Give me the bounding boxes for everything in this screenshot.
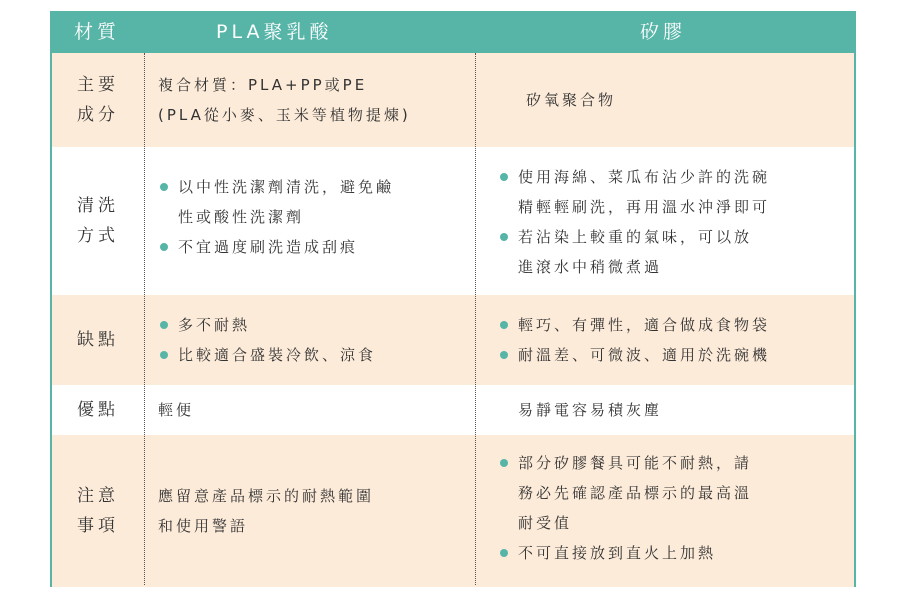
list-item: 不可直接放到直火上加熱	[498, 538, 752, 568]
row-label-cons: 缺點	[77, 330, 119, 350]
table-row	[52, 435, 854, 587]
table-row	[52, 385, 854, 435]
list-item-continuation: 務必先確認產品標示的最高溫	[518, 484, 753, 502]
column-divider	[475, 53, 476, 585]
pla-cons	[158, 310, 376, 370]
pla-pros: 輕便	[158, 401, 195, 419]
row-label-cleaning: 清洗 方式	[77, 196, 119, 246]
column-divider	[144, 53, 145, 585]
row-label-ingredients: 主要 成分	[77, 75, 119, 125]
list-item: 比較適合盛裝冷飲、涼食	[158, 340, 376, 370]
header-pla: PLA聚乳酸	[216, 21, 333, 43]
list-item: 部分矽膠餐具可能不耐熱，請	[498, 448, 752, 478]
silicone-pros: 易靜電容易積灰塵	[518, 401, 663, 419]
table-row	[52, 295, 854, 385]
list-item: 輕巧、有彈性，適合做成食物袋	[498, 310, 770, 340]
silicone-cons	[498, 310, 770, 370]
row-label-notes: 注意 事項	[77, 486, 119, 536]
pla-ingredients: 複合材質：PLA+PP或PE (PLA從小麥、玉米等植物提煉)	[158, 76, 411, 124]
silicone-ingredients: 矽氧聚合物	[526, 91, 617, 109]
list-item-continuation: 耐受值	[518, 514, 573, 532]
pla-cleaning	[158, 172, 394, 262]
list-item-continuation: 精輕輕刷洗，再用溫水沖淨即可	[518, 198, 771, 216]
table-row	[52, 147, 854, 295]
pla-notes: 應留意產品標示的耐熱範圍 和使用警語	[158, 487, 375, 535]
list-item: 耐溫差、可微波、適用於洗碗機	[498, 340, 770, 370]
comparison-table	[50, 11, 856, 587]
list-item: 若沾染上較重的氣味，可以放	[498, 222, 770, 252]
silicone-notes	[498, 448, 752, 568]
list-item-continuation: 進滾水中稍微煮過	[518, 258, 663, 276]
silicone-cleaning	[498, 162, 770, 282]
list-item: 使用海綿、菜瓜布沾少許的洗碗	[498, 162, 770, 192]
list-item: 不宜過度刷洗造成刮痕	[158, 232, 394, 262]
list-item-continuation: 性或酸性洗潔劑	[178, 208, 305, 226]
list-item: 多不耐熱	[158, 310, 376, 340]
header-material: 材質	[74, 21, 121, 43]
table-row	[52, 53, 854, 147]
list-item: 以中性洗潔劑清洗，避免鹼	[158, 172, 394, 202]
table-header	[52, 11, 854, 53]
header-silicone: 矽膠	[640, 21, 687, 43]
row-label-pros: 優點	[77, 400, 119, 420]
